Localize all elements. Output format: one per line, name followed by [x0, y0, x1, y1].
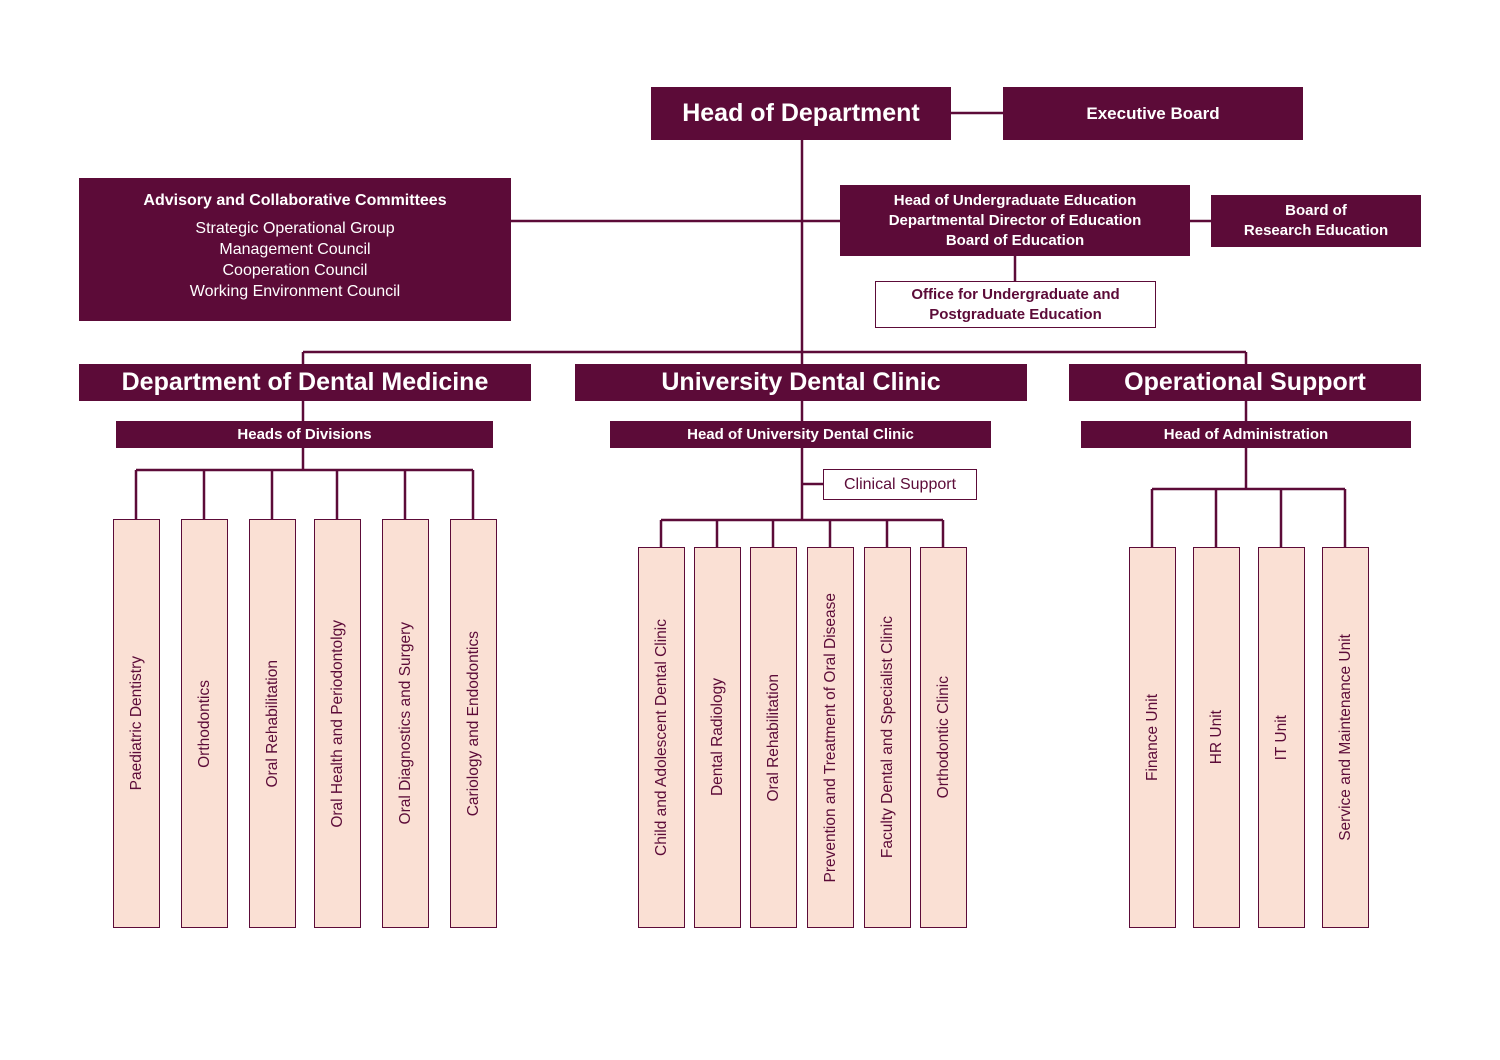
head-of-department-label: Head of Department [682, 99, 920, 127]
unit-label: Orthodontic Clinic [934, 676, 952, 799]
education-office-line1: Office for Undergraduate and [911, 285, 1120, 303]
advisory-committees-title: Advisory and Collaborative Committees [143, 192, 447, 209]
executive-board-box [1003, 87, 1303, 140]
unit-label: Faculty Dental and Specialist Clinic [878, 616, 896, 859]
unit-label: Child and Adolescent Dental Clinic [652, 619, 670, 856]
advisory-committees-item: Management Council [219, 241, 371, 258]
unit-box [750, 547, 797, 928]
column-header-label: Department of Dental Medicine [121, 368, 489, 396]
education-office-box [875, 281, 1156, 328]
unit-box [1193, 547, 1240, 928]
head-of-department-box [651, 87, 951, 140]
column-header-operational-support [1069, 364, 1421, 401]
unit-box [181, 519, 228, 928]
unit-box [920, 547, 967, 928]
advisory-committees-item: Working Environment Council [189, 283, 401, 300]
unit-label: HR Unit [1207, 710, 1225, 765]
unit-label: Oral Diagnostics and Surgery [396, 622, 414, 825]
column-header-label: Operational Support [1124, 368, 1366, 396]
unit-label: Dental Radiology [708, 678, 726, 797]
board-of-research-education-line2: Research Education [1243, 222, 1389, 239]
column-subheader-head-of-university-dental-clinic [610, 421, 991, 448]
column-subheader-label: Head of University Dental Clinic [687, 426, 914, 443]
advisory-committees-box [79, 178, 511, 321]
executive-board-label: Executive Board [1086, 103, 1220, 123]
board-of-research-education-box [1211, 195, 1421, 247]
column-subheader-label: Heads of Divisions [237, 426, 372, 443]
column-header-label: University Dental Clinic [661, 368, 941, 396]
unit-box [314, 519, 361, 928]
advisory-committees-item: Strategic Operational Group [195, 220, 395, 237]
head-of-undergraduate-education-label: Head of Undergraduate Education [893, 191, 1137, 209]
unit-label: Oral Rehabilitation [764, 673, 782, 802]
unit-label: Orthodontics [195, 679, 213, 768]
unit-box [382, 519, 429, 928]
clinical-support-label: Clinical Support [843, 475, 957, 493]
unit-label: Service and Maintenance Unit [1336, 634, 1354, 841]
unit-label: Oral Rehabilitation [263, 659, 281, 788]
clinical-support-box [823, 469, 977, 500]
unit-box [864, 547, 911, 928]
column-subheader-label: Head of Administration [1163, 426, 1329, 443]
unit-box [1129, 547, 1176, 928]
board-of-research-education-line1: Board of [1285, 202, 1347, 219]
education-office-line2: Postgraduate Education [929, 305, 1102, 323]
unit-label: Finance Unit [1143, 693, 1161, 781]
unit-label: Paediatric Dentistry [127, 656, 145, 791]
unit-box [694, 547, 741, 928]
unit-box [638, 547, 685, 928]
column-header-dental-medicine [79, 364, 531, 401]
column-subheader-head-of-administration [1081, 421, 1411, 448]
advisory-committees-item: Cooperation Council [222, 262, 368, 279]
unit-box [1258, 547, 1305, 928]
undergraduate-education-box [840, 185, 1190, 256]
unit-label: Oral Health and Periodontolgy [328, 619, 346, 828]
departmental-director-of-education-label: Departmental Director of Education [888, 211, 1142, 229]
column-header-university-dental-clinic [575, 364, 1027, 401]
unit-label: Cariology and Endodontics [464, 630, 482, 817]
unit-box [807, 547, 854, 928]
board-of-education-label: Board of Education [945, 231, 1085, 249]
unit-box [113, 519, 160, 928]
unit-label: Prevention and Treatment of Oral Disease [821, 592, 839, 883]
unit-box [249, 519, 296, 928]
unit-box [1322, 547, 1369, 928]
unit-label: IT Unit [1272, 714, 1290, 761]
unit-box [450, 519, 497, 928]
column-subheader-heads-of-divisions [116, 421, 493, 448]
